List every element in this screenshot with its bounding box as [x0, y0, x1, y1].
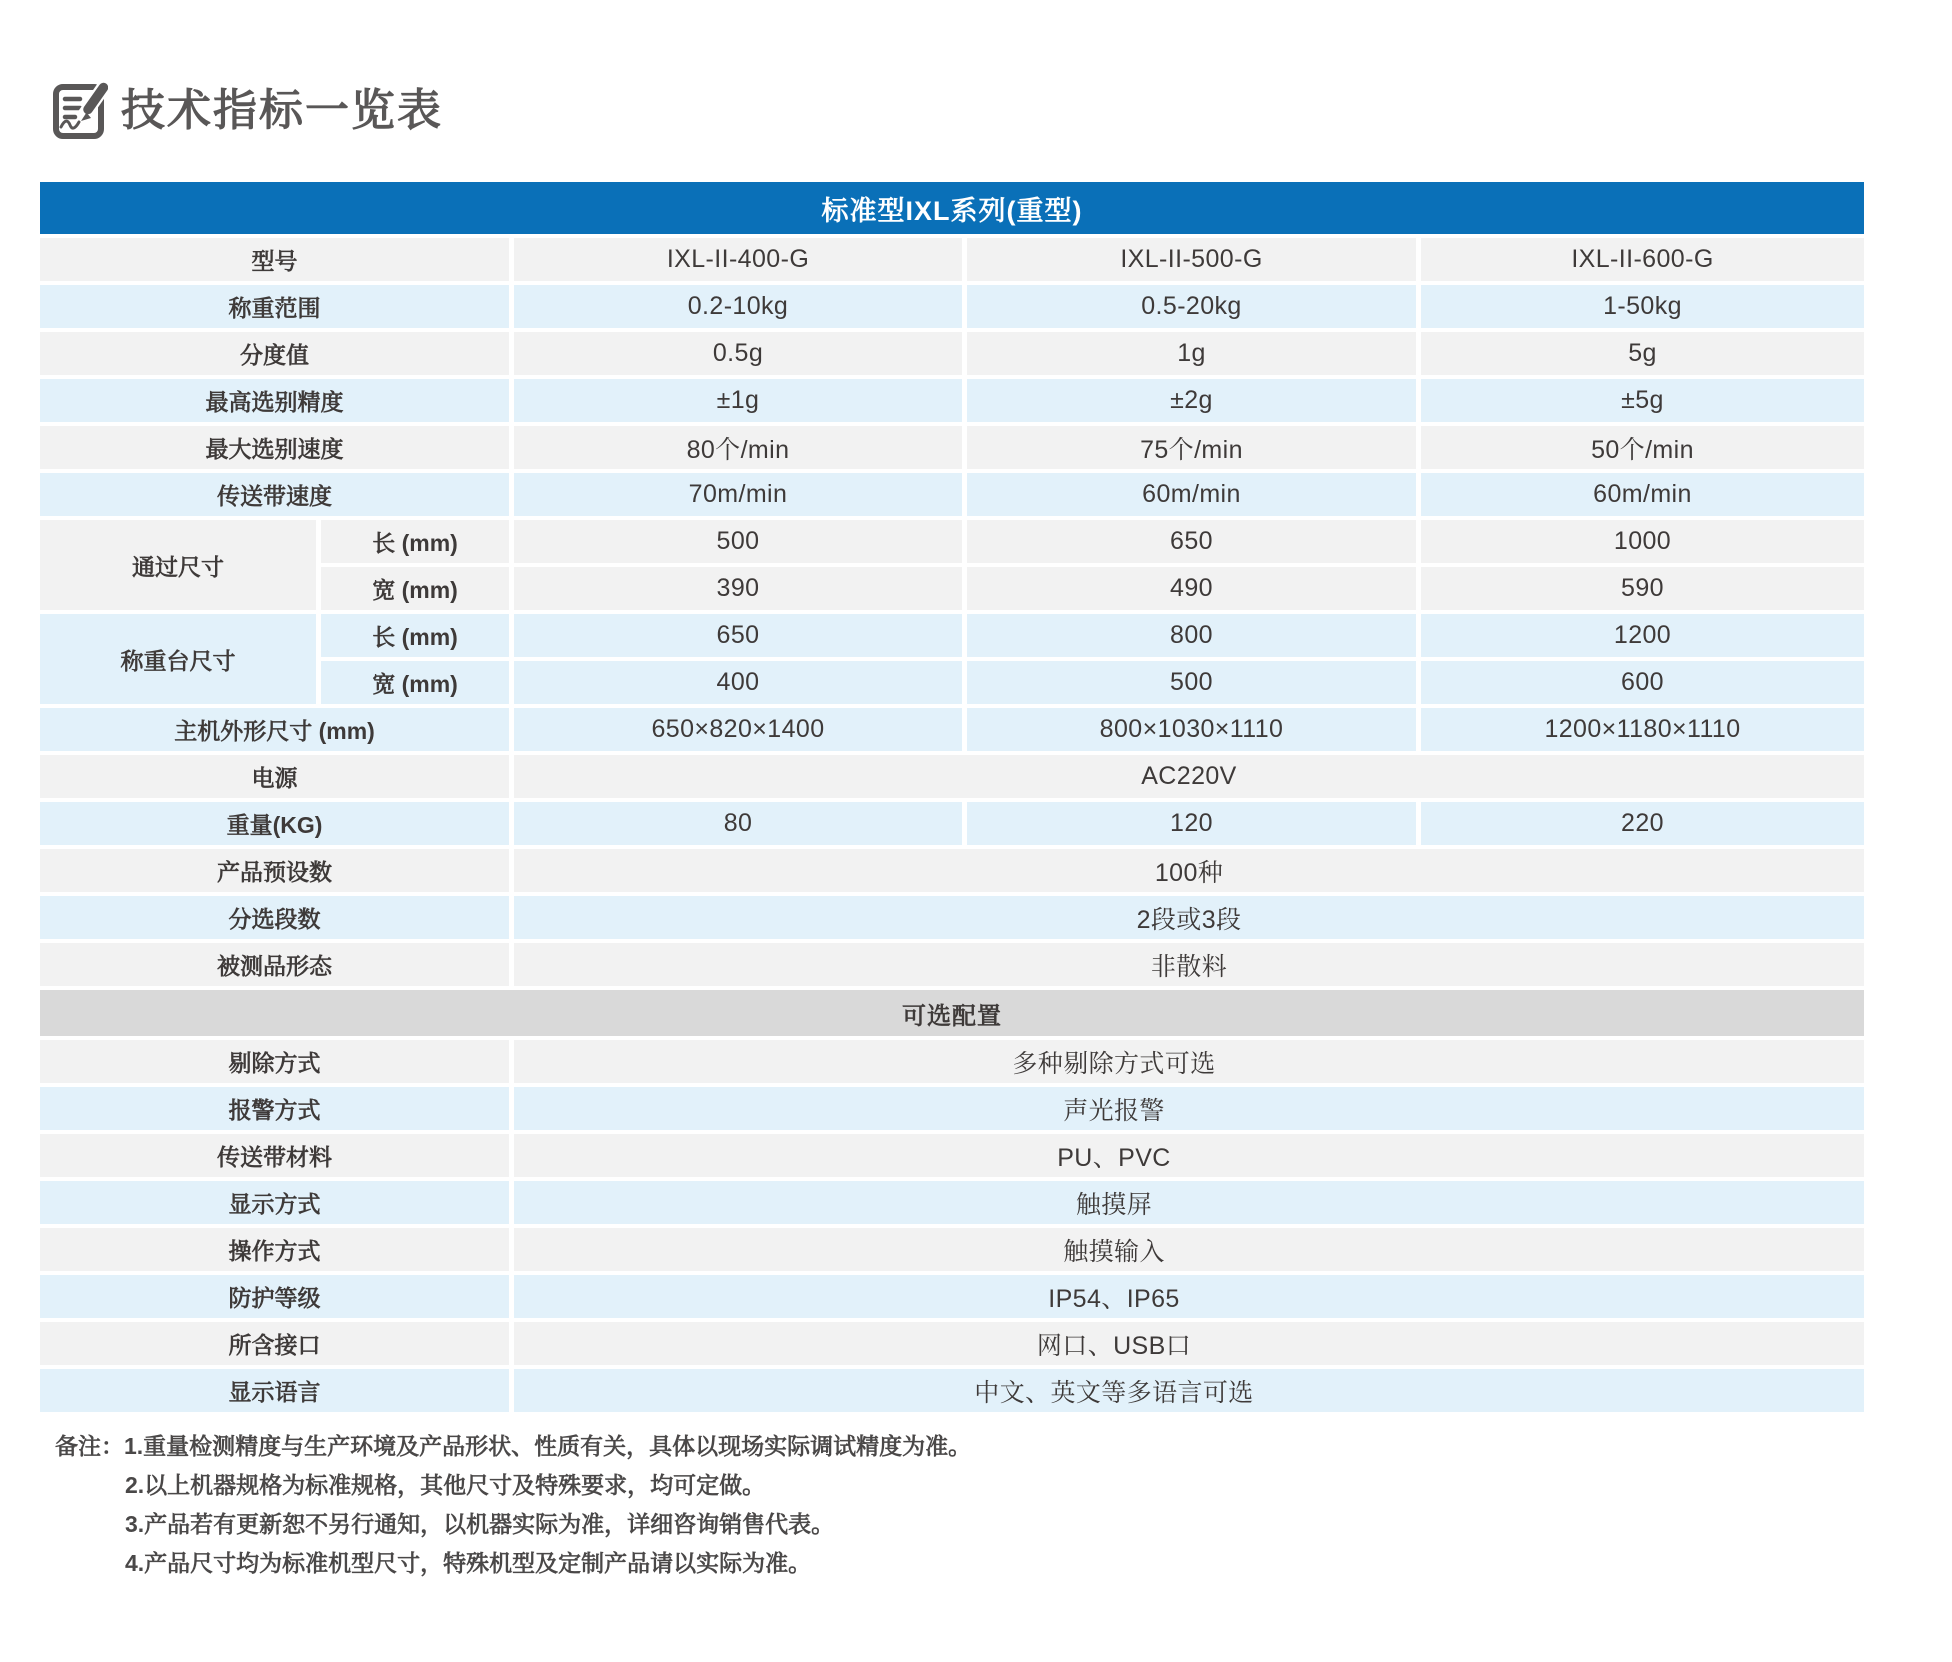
spec-grid-main: [40, 238, 1864, 986]
group-label: 称重台尺寸: [40, 614, 316, 704]
row-value: 0.5g: [514, 332, 962, 375]
row-value: 390: [514, 567, 962, 610]
row-value-merged: 触摸输入: [514, 1228, 1864, 1271]
row-value-merged: 多种剔除方式可选: [514, 1040, 1864, 1083]
row-value: 500: [514, 520, 962, 563]
row-label: 产品预设数: [40, 849, 509, 892]
row-value-merged: AC220V: [514, 755, 1864, 798]
note-item: 3.产品若有更新恕不另行通知，以机器实际为准，详细咨询销售代表。: [125, 1511, 835, 1537]
row-value: IXL-II-600-G: [1421, 238, 1864, 281]
row-value-merged: 2段或3段: [514, 896, 1864, 939]
row-value: IXL-II-500-G: [967, 238, 1416, 281]
row-label: 最大选别速度: [40, 426, 509, 469]
row-value: 5g: [1421, 332, 1864, 375]
row-label: 所含接口: [40, 1322, 509, 1365]
page-header: [52, 82, 443, 140]
row-label: 重量(KG): [40, 802, 509, 845]
page-title: 技术指标一览表: [121, 86, 443, 135]
row-value: 60m/min: [967, 473, 1416, 516]
row-label: 主机外形尺寸 (mm): [40, 708, 509, 751]
row-value: 500: [967, 661, 1416, 704]
spec-grid-optional: [40, 1040, 1864, 1412]
row-value-merged: 声光报警: [514, 1087, 1864, 1130]
row-value: ±2g: [967, 379, 1416, 422]
row-value-merged: IP54、IP65: [514, 1275, 1864, 1318]
sub-row-label: 长 (mm): [321, 520, 509, 563]
row-value-merged: 触摸屏: [514, 1181, 1864, 1224]
row-value-merged: PU、PVC: [514, 1134, 1864, 1177]
row-value: 400: [514, 661, 962, 704]
row-value: 120: [967, 802, 1416, 845]
row-value: 1200×1180×1110: [1421, 708, 1864, 751]
row-value: 650: [967, 520, 1416, 563]
row-value-merged: 非散料: [514, 943, 1864, 986]
row-value: 60m/min: [1421, 473, 1864, 516]
table-series-header: 标准型IXL系列(重型): [40, 182, 1864, 234]
row-label: 被测品形态: [40, 943, 509, 986]
row-label: 报警方式: [40, 1087, 509, 1130]
row-value: 800: [967, 614, 1416, 657]
row-label: 传送带材料: [40, 1134, 509, 1177]
row-label: 显示方式: [40, 1181, 509, 1224]
document-edit-icon: [52, 82, 108, 140]
notes-prefix: 备注：: [55, 1433, 124, 1459]
sub-row-label: 长 (mm): [321, 614, 509, 657]
row-label: 电源: [40, 755, 509, 798]
row-label: 操作方式: [40, 1228, 509, 1271]
row-value: 80个/min: [514, 426, 962, 469]
notes: [55, 1427, 971, 1583]
sub-row-label: 宽 (mm): [321, 567, 509, 610]
optional-section-header: 可选配置: [40, 990, 1864, 1036]
note-text: 1.重量检测精度与生产环境及产品形状、性质有关，具体以现场实际调试精度为准。: [124, 1433, 972, 1459]
row-value: 0.2-10kg: [514, 285, 962, 328]
row-value: 75个/min: [967, 426, 1416, 469]
row-label: 称重范围: [40, 285, 509, 328]
row-value: 650×820×1400: [514, 708, 962, 751]
group-label: 通过尺寸: [40, 520, 316, 610]
row-label: 剔除方式: [40, 1040, 509, 1083]
note-item: 2.以上机器规格为标准规格，其他尺寸及特殊要求，均可定做。: [125, 1472, 766, 1498]
row-value: 1-50kg: [1421, 285, 1864, 328]
row-value: 220: [1421, 802, 1864, 845]
row-value: 0.5-20kg: [967, 285, 1416, 328]
row-label: 显示语言: [40, 1369, 509, 1412]
row-value: ±1g: [514, 379, 962, 422]
row-value: IXL-II-400-G: [514, 238, 962, 281]
row-value-merged: 100种: [514, 849, 1864, 892]
row-label: 防护等级: [40, 1275, 509, 1318]
row-label: 分选段数: [40, 896, 509, 939]
row-value: 800×1030×1110: [967, 708, 1416, 751]
note-item: 4.产品尺寸均为标准机型尺寸，特殊机型及定制产品请以实际为准。: [125, 1550, 812, 1576]
row-value: 70m/min: [514, 473, 962, 516]
row-value: 1000: [1421, 520, 1864, 563]
row-label: 最高选别精度: [40, 379, 509, 422]
row-value: 600: [1421, 661, 1864, 704]
row-value: 590: [1421, 567, 1864, 610]
row-value: ±5g: [1421, 379, 1864, 422]
sub-row-label: 宽 (mm): [321, 661, 509, 704]
row-label: 型号: [40, 238, 509, 281]
row-value: 1g: [967, 332, 1416, 375]
row-value: 80: [514, 802, 962, 845]
row-value: 490: [967, 567, 1416, 610]
row-value-merged: 网口、USB口: [514, 1322, 1864, 1365]
row-value: 650: [514, 614, 962, 657]
row-value: 50个/min: [1421, 426, 1864, 469]
spec-table: [40, 182, 1864, 1412]
row-label: 分度值: [40, 332, 509, 375]
row-value-merged: 中文、英文等多语言可选: [514, 1369, 1864, 1412]
note-item: [55, 1427, 971, 1466]
row-value: 1200: [1421, 614, 1864, 657]
row-label: 传送带速度: [40, 473, 509, 516]
